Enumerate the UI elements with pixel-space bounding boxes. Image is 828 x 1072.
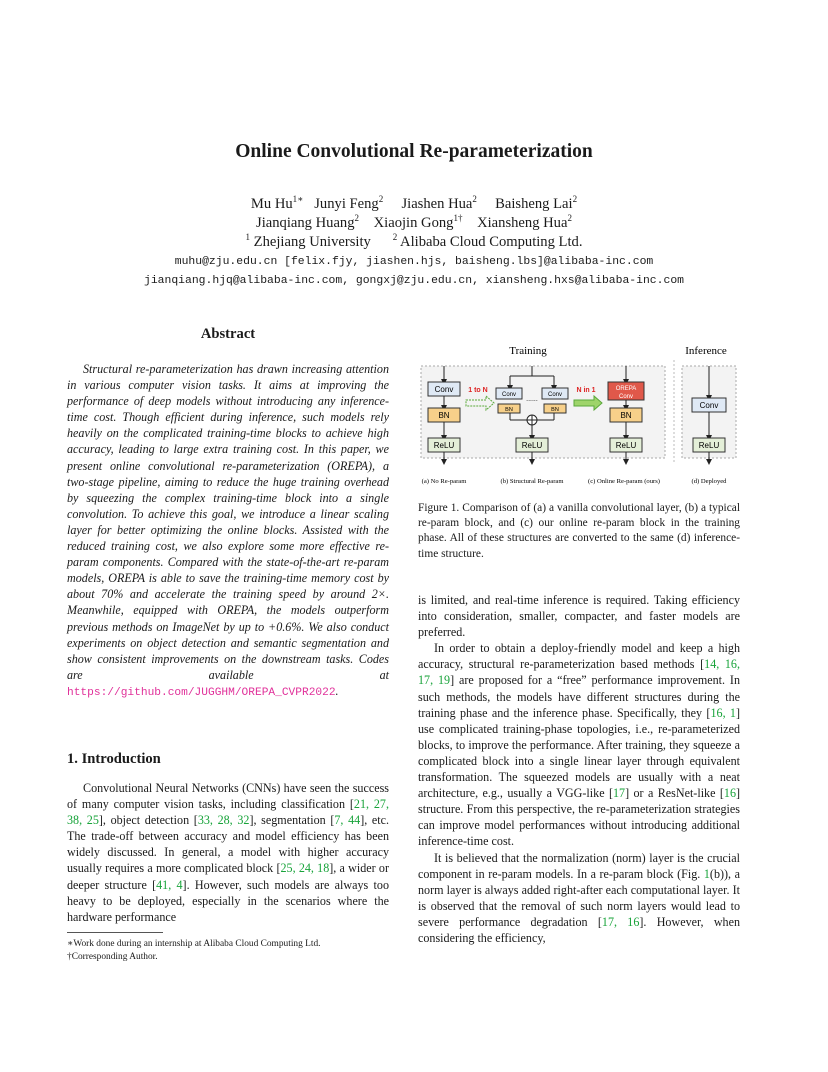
author: Junyi Feng [314,195,379,212]
citation-link[interactable]: 25, 24, 18 [280,861,330,876]
text: ] are proposed for a “free” performance improvement. In such methods, the models have different structures during the training phase and the inference phase. Specifically, they [ [418,673,741,720]
author-sup: 2 [567,213,572,223]
right-column-body [418,592,740,946]
citation-link[interactable]: 33, 28, 32 [197,813,250,828]
figure-1-diagram [418,338,742,490]
relu-label: ReLU [521,441,543,450]
author-sup: 1∗ [292,194,304,204]
author: Jianqiang Huang [256,214,355,231]
footnote-1: ∗Work done during an internship at Alibaba Cloud Computing Ltd. [67,939,321,949]
text: (b)), a norm layer is always added right-after each computational layer. It is observed that the removal of such norm layers would lead to severe performance degradation [ [418,866,740,929]
citation-link[interactable]: 16 [723,786,736,801]
subcaption-c: (c) Online Re-param (ours) [588,478,660,485]
one-to-n-label: 1 to N [468,387,488,394]
text: ]. However, such models are always too heavy to be deployed, especially in the scenarios where the hardware performance [67,877,389,924]
orepa-conv-label: Conv [618,394,634,400]
author: Jiashen Hua [401,195,473,212]
citation-link[interactable]: 21, 27, 38, 25 [67,797,389,828]
affiliation: Alibaba Cloud Computing Ltd. [400,233,583,250]
text: In order to obtain a deploy-friendly model and keep a high accuracy, structural re-parameterization based methods [ [418,641,740,672]
abstract-heading: Abstract [200,326,256,342]
abstract-body [67,361,389,701]
text: Convolutional Neural Networks (CNNs) have seen the success of many computer vision tasks, including classification [ [67,781,389,812]
text: ] structure. From this perspective, the re-parameterization strategies can improve model performances without introducing additional inference-time cost. [418,786,741,849]
subcaption-a: (a) No Re-param [421,478,467,485]
inference-label: Inference [685,345,727,357]
relu-label: ReLU [615,441,637,450]
text: ] or a ResNet-like [ [625,786,724,801]
author: Xiansheng Hua [477,214,568,231]
text: ]. However, when considering the efficiency, [418,914,741,945]
bn-label: BN [620,411,632,420]
abstract-end: . [335,683,339,698]
citation-link[interactable]: 14, 16, 17, 19 [418,657,741,688]
conv-label: Conv [434,385,454,394]
email-line-1: muhu@zju.edu.cn [felix.fjy, jiashen.hjs, baisheng.lbs]@alibaba-inc.com [174,256,654,268]
footnotes [67,938,397,963]
author-line-1 [0,194,828,213]
author-sup: 2 [378,194,384,204]
intro-body [67,780,389,925]
bn-label: BN [438,411,450,420]
figure-ref-link[interactable]: 1 [703,866,710,881]
citation-link[interactable]: 16, 1 [710,705,736,720]
citation-link[interactable]: 17 [612,786,626,801]
author-sup: 1† [453,213,463,223]
subcaption-d: (d) Deployed [691,478,727,485]
author-sup: 2 [354,213,360,223]
text: ], segmentation [ [249,813,335,828]
paragraph [418,850,740,947]
affil-sup: 2 [392,232,398,242]
email-line-2: jianqiang.hjq@alibaba-inc.com, gongxj@zju.edu.cn, xiansheng.hxs@alibaba-inc.com [143,275,684,287]
citation-link[interactable]: 17, 16 [601,914,640,929]
text: ], etc. The trade-off between accuracy and model efficiency has been widely discussed. In general, a model with higher accuracy usually requires a more complicated block [ [67,813,390,876]
affiliation: Zhejiang University [253,233,371,250]
section-heading-introduction: 1. Introduction [67,751,161,767]
citation-link[interactable]: 7, 44 [334,813,361,828]
code-link[interactable]: https://github.com/JUGGHM/OREPA_CVPR2022 [67,686,336,699]
paper-title: Online Convolutional Re-parameterization [235,141,593,162]
author: Baisheng Lai [495,195,573,212]
author-sup: 2 [472,194,477,204]
citation-link[interactable]: 41, 4 [156,877,183,892]
svg-text:......: ...... [526,396,538,403]
affiliation-line [0,232,828,251]
relu-label: ReLU [698,441,720,450]
footnote-2: †Corresponding Author. [67,951,158,962]
conv-label: Conv [547,392,563,398]
figure-1 [418,338,742,490]
affil-sup: 1 [245,232,251,242]
bn-label: BN [505,407,513,413]
author: Mu Hu [250,195,293,212]
figure-caption: Figure 1. Comparison of (a) a vanilla convolutional layer, (b) a typical re-param block, and (c) our online re-param block in the training phase. All of these structures are converted to the same (d) inference-time structure. [418,502,740,560]
conv-label: Conv [501,392,517,398]
paragraph: is limited, and real-time inference is required. Taking efficiency into consideration, smaller, compacter, and faster models are preferred. [418,593,740,640]
n-in-one-label: N in 1 [576,387,596,394]
conv-label: Conv [699,401,719,410]
author-line-2 [0,213,828,232]
paragraph [418,640,740,849]
author-sup: 2 [572,194,578,204]
text: ], object detection [ [98,813,198,828]
orepa-label: OREPA [615,386,637,392]
training-label: Training [509,345,547,357]
abstract-text: Structural re-parameterization has drawn increasing attention in various computer vision tasks. It aims at improving the performance of deep models without introducing any inference-time cost. Though efficient during inference, such models rely heavily on the complicated training-time blocks to achieve high accuracy, leading to large extra training cost. In this paper, we present online convolutional re-parameterization (OREPA), a two-stage pipeline, aiming to reduce the huge training overhead by squeezing the complex training-time block into a single convolution. To achieve this goal, we introduce a linear scaling layer for better optimizing the online blocks. Assisted with the reduced training cost, we also explore some more effective re-param components. Compared with the state-of-the-art re-param models, OREPA is able to save the training-time memory cost by about 70% and accelerate the training speed by around 2×. Meanwhile, equipped with OREPA, the models outperform previous methods on ImageNet by up to +0.6%. We also conduct experiments on object detection and semantic segmentation and show consistent improvements on the downstream tasks. Codes are available at [67,362,389,682]
text: It is believed that the normalization (norm) layer is the crucial component in re-param models. In a re-param block (Fig. [418,850,740,881]
footnote-rule [67,932,163,933]
subcaption-b: (b) Structural Re-param [500,478,564,485]
relu-label: ReLU [433,441,455,450]
bn-label: BN [551,407,559,413]
text: ], a wider or deeper structure [ [67,861,389,892]
text: ] use complicated training-phase topologies, i.e., re-parameterized blocks, to improve the performance. After training, they squeeze a complicated block into a single linear layer through equivalent transformation. The squeezed models are usually with a neat architecture, e.g., usually a VGG-like [ [418,705,740,801]
author: Xiaojin Gong [373,214,454,231]
